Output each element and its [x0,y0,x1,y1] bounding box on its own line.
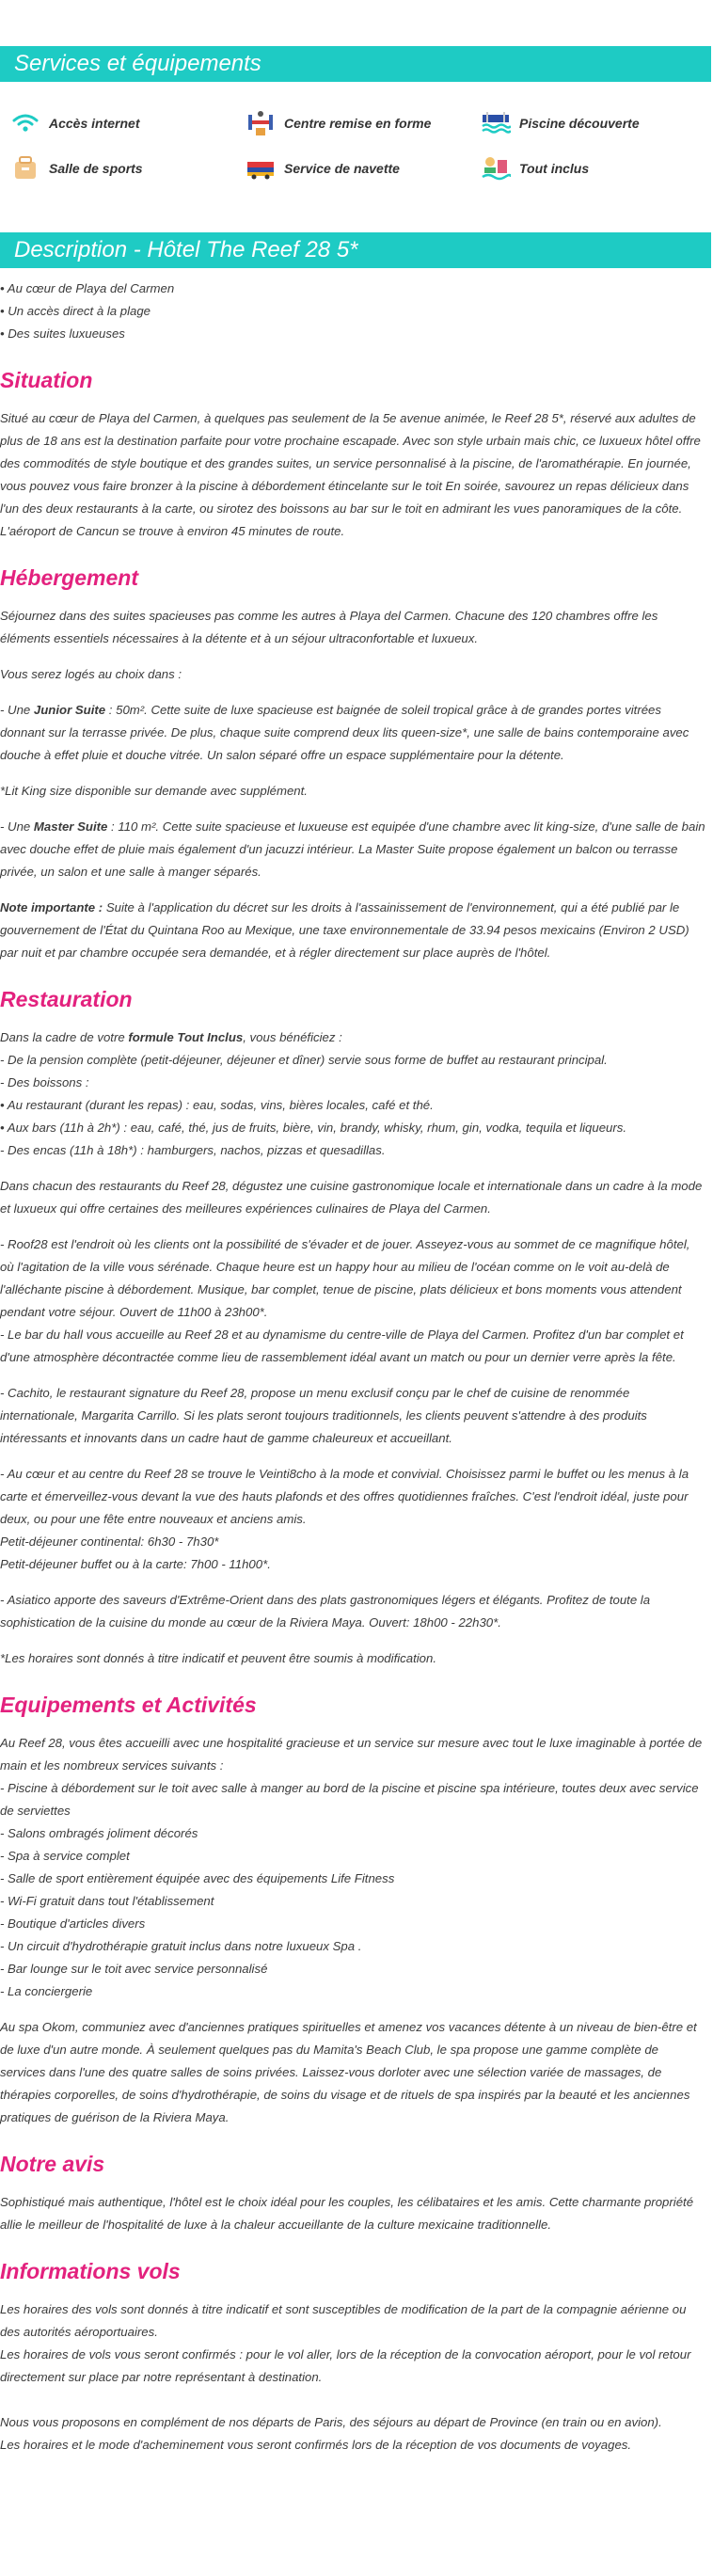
list-item: • Au restaurant (durant les repas) : eau, sodas, vins, bières locales, café et thé. [0,1098,434,1112]
breakfast-continental: Petit-déjeuner continental: 6h30 - 7h30* [0,1534,219,1549]
list-item: - De la pension complète (petit-déjeuner, déjeuner et dîner) servie sous forme de buffet au restaurant principal. [0,1053,608,1067]
junior-suite-desc: : 50m². Cette suite de luxe spacieuse est baignée de soleil tropical grâce à de grandes portes vitrées donnant sur la terrasse privée. De plus, chaque suite comprend deux lits queen-size*, une salle de bains contemporaine avec douche à effet pluie et douche vitrée. Un salon séparé offre un espace supplémentaire pour la détente. [0,703,689,762]
service-label: Tout inclus [519,161,590,176]
vols-heading: Informations vols [0,2259,181,2283]
hebergement-choice: Vous serez logés au choix dans : [0,667,182,681]
situation-text: Situé au cœur de Playa del Carmen, à quelques pas seulement de la 5e avenue animée, le Reef 28 5*, réservé aux adultes de plus de 18 ans est la destination parfaite pour votre prochaine escapade. Avec son style urbain mais chic, ce luxueux hôtel offre des commodités de style boutique et des grandes suites, un service personnalisé à la piscine, de l'aromathérapie. En journée, vous pouvez vous faire bronzer à la piscine à débordement étincelante sur le toit En soirée, savourez un repas délicieux dans l'un des deux restaurants à la carte, ou sirotez des boissons au bar sur le toit en admirant les vues panoramiques de la côte. [0,411,701,516]
junior-suite-name: Junior Suite [33,703,106,717]
gym-icon [9,154,41,183]
restaurants-text: Dans chacun des restaurants du Reef 28, dégustez une cuisine gastronomique locale et internationale dans un cadre à la mode et luxueux qui offre certaines des meilleures expériences culinaires de Playa del Carmen. [0,1179,703,1216]
restauration-intro [0,1026,705,1049]
equipements-intro: Au Reef 28, vous êtes accueilli avec une hospitalité gracieuse et un service sur mesure avec tout le luxe imaginable à portée de main et les nombreux services suivants : [0,1736,703,1773]
cachito-text: - Cachito, le restaurant signature du Reef 28, propose un menu exclusif conçu par le chef de cuisine de renommée internationale, Margarita Carrillo. Si les plats seront toujours traditionnels, les clients peuvent s'attendre à des produits intéressants et innovants dans un cadre haut de gamme chaleureux et accueillant. [0,1386,647,1445]
service-label: Service de navette [284,161,400,176]
description-content [0,278,713,2457]
junior-prefix: - Une [0,703,34,717]
important-label: Note importante : [0,900,103,914]
list-item: • Au cœur de Playa del Carmen [0,281,175,295]
king-size-note: *Lit King size disponible sur demande avec supplément. [0,784,308,798]
service-fitness [245,109,480,137]
pool-icon [480,109,512,137]
all-inclusive-icon [480,154,512,183]
description-banner: Description - Hôtel The Reef 28 5* [0,232,711,268]
shuttle-icon [245,154,277,183]
hebergement-heading: Hébergement [0,565,138,590]
service-label: Salle de sports [49,161,143,176]
list-item: • Aux bars (11h à 2h*) : eau, café, thé, jus de fruits, bière, vin, brandy, whisky, rhum, gin, vodka, tequila et liqueurs. [0,1121,627,1135]
service-all-inclusive [480,154,589,183]
asiatico-text: - Asiatico apporte des saveurs d'Extrême-Orient dans des plats gastronomiques légers et élégants. Profitez de toute la sophistication de la cuisine du monde au cœur de la Riviera Maya. Ouvert: 18h00 - 22h30*. [0,1593,651,1630]
important-text: Suite à l'application du décret sur les droits à l'assainissement de l'environnement, qui a été publié par le gouvernement de l'État du Quintana Roo au Mexique, une taxe environnementale de 33.94 pesos mexicains (Environ 2 USD) par nuit et par chambre occupée sera demandée, et à régler directement sur place auprès de l'hôtel. [0,900,689,960]
service-label: Piscine découverte [519,116,640,131]
highlights-list [0,278,705,345]
avis-text: Sophistiqué mais authentique, l'hôtel est le choix idéal pour les couples, les célibataires et les amis. Cette charmante propriété allie le meilleur de l'hospitalité de luxe à la chaleur accueillante de la culture mexicaine traditionnelle. [0,2195,694,2232]
list-item: - Des boissons : [0,1075,89,1089]
service-gym [9,154,245,183]
list-item: - Salons ombragés joliment décorés [0,1826,198,1840]
situation-airport: L'aéroport de Cancun se trouve à environ 45 minutes de route. [0,524,345,538]
services-row [9,146,713,191]
hebergement-intro: Séjournez dans des suites spacieuses pas comme les autres à Playa del Carmen. Chacune des 120 chambres offre les éléments essentiels nécessaires à la détente et à un séjour ultraconfortable et luxueux. [0,609,658,645]
list-item: - Bar lounge sur le toit avec service personnalisé [0,1962,268,1976]
formule-name: formule Tout Inclus [128,1030,244,1044]
roof28-text: - Roof28 est l'endroit où les clients ont la possibilité de s'évader et de jouer. Asseyez-vous au sommet de ce magnifique hôtel, où l'agitation de la ville vous sérénade. Chaque heure est un happy hour au milieu de l'océan comme on le voit au-delà de l'alléchante piscine à débordement. Musique, bar complet, tenue de piscine, plats délicieux et bons moments vous attendent pendant votre séjour. Ouvert de 11h00 à 23h00*. [0,1237,690,1319]
list-item: - Salle de sport entièrement équipée avec des équipements Life Fitness [0,1871,395,1885]
fitness-center-icon [245,109,277,137]
list-item: - Des encas (11h à 18h*) : hamburgers, nachos, pizzas et quesadillas. [0,1143,386,1157]
master-suite-name: Master Suite [33,819,108,834]
services-grid [0,82,713,191]
list-item: - Spa à service complet [0,1849,130,1863]
list-item: - La conciergerie [0,1984,93,1998]
lobby-bar-text: - Le bar du hall vous accueille au Reef 28 et au dynamisme du centre-ville de Playa del Carmen. Profitez d'un bar complet et d'une atmosphère décontractée comme lieu de rassemblement idéal avant un match ou pour un dernier verre après la fête. [0,1328,684,1364]
services-banner: Services et équipements [0,46,711,82]
service-pool [480,109,640,137]
master-prefix: - Une [0,819,34,834]
list-item: - Un circuit d'hydrothérapie gratuit inclus dans notre luxueux Spa . [0,1939,362,1953]
service-shuttle [245,154,480,183]
important-note [0,897,705,964]
restauration-heading: Restauration [0,987,133,1011]
intro-prefix: Dans la cadre de votre [0,1030,129,1044]
master-suite-text [0,816,705,883]
vols-text-2: Les horaires de vols vous seront confirmés : pour le vol aller, lors de la réception de la convocation aéroport, pour le vol retour directement sur place par notre représentant à destination. [0,2347,691,2384]
vols-text-1: Les horaires des vols sont donnés à titre indicatif et sont susceptibles de modification de la part de la compagnie aérienne ou des autorités aéroportuaires. [0,2302,687,2339]
list-item: - Wi-Fi gratuit dans tout l'établissement [0,1894,214,1908]
junior-suite-text [0,699,705,767]
avis-heading: Notre avis [0,2152,105,2176]
hours-note: *Les horaires sont donnés à titre indicatif et peuvent être soumis à modification. [0,1651,437,1665]
list-item: • Un accès direct à la plage [0,304,151,318]
master-suite-desc: : 110 m². Cette suite spacieuse et luxueuse est equipée d'une chambre avec lit king-size, d'une salle de bain avec douche effet de pluie mais également d'un jacuzzi intérieur. La Master Suite propose également un balcon ou terrasse privée, un salon et une salle à manger séparés. [0,819,705,879]
spa-text: Au spa Okom, communiez avec d'anciennes pratiques spirituelles et amenez vos vacances détente à un niveau de bien-être et de luxe d'un autre monde. À seulement quelques pas du Mamita's Beach Club, le spa propose une gamme complète de services dans l'une des quatre salles de soins privées. Laissez-vous dorloter avec une sélection variée de massages, de thérapies corporelles, de soins d'hydrothérapie, de soins du visage et de rituels de spa inspirés par la beauté et les anciennes pratiques de guérison de la Riviera Maya. [0,2020,697,2124]
breakfast-buffet: Petit-déjeuner buffet ou à la carte: 7h00 - 11h00*. [0,1557,271,1571]
list-item: • Des suites luxueuses [0,326,125,341]
list-item: - Boutique d'articles divers [0,1916,146,1931]
list-item: - Piscine à débordement sur le toit avec salle à manger au bord de la piscine et piscine spa intérieure, toutes deux avec service de serviettes [0,1781,699,1818]
situation-heading: Situation [0,368,93,392]
vols-text-4: Les horaires et le mode d'acheminement vous seront confirmés lors de la réception de vos documents de voyages. [0,2438,632,2452]
service-label: Accès internet [49,116,140,131]
service-internet [9,109,245,137]
service-label: Centre remise en forme [284,116,432,131]
equipements-heading: Equipements et Activités [0,1693,257,1717]
intro-suffix: , vous bénéficiez : [243,1030,342,1044]
veinti8cho-text: - Au cœur et au centre du Reef 28 se trouve le Veinti8cho à la mode et convivial. Choisissez parmi le buffet ou les menus à la carte et émerveillez-vous devant la vue des hauts plafonds et des offres quotidiennes fraîches. C'est l'endroit idéal, juste pour deux, ou pour une fête entre nouveaux et anciens amis. [0,1467,689,1526]
wifi-icon [9,109,41,137]
vols-text-3: Nous vous proposons en complément de nos départs de Paris, des séjours au départ de Province (en train ou en avion). [0,2415,662,2429]
services-row [9,101,713,146]
